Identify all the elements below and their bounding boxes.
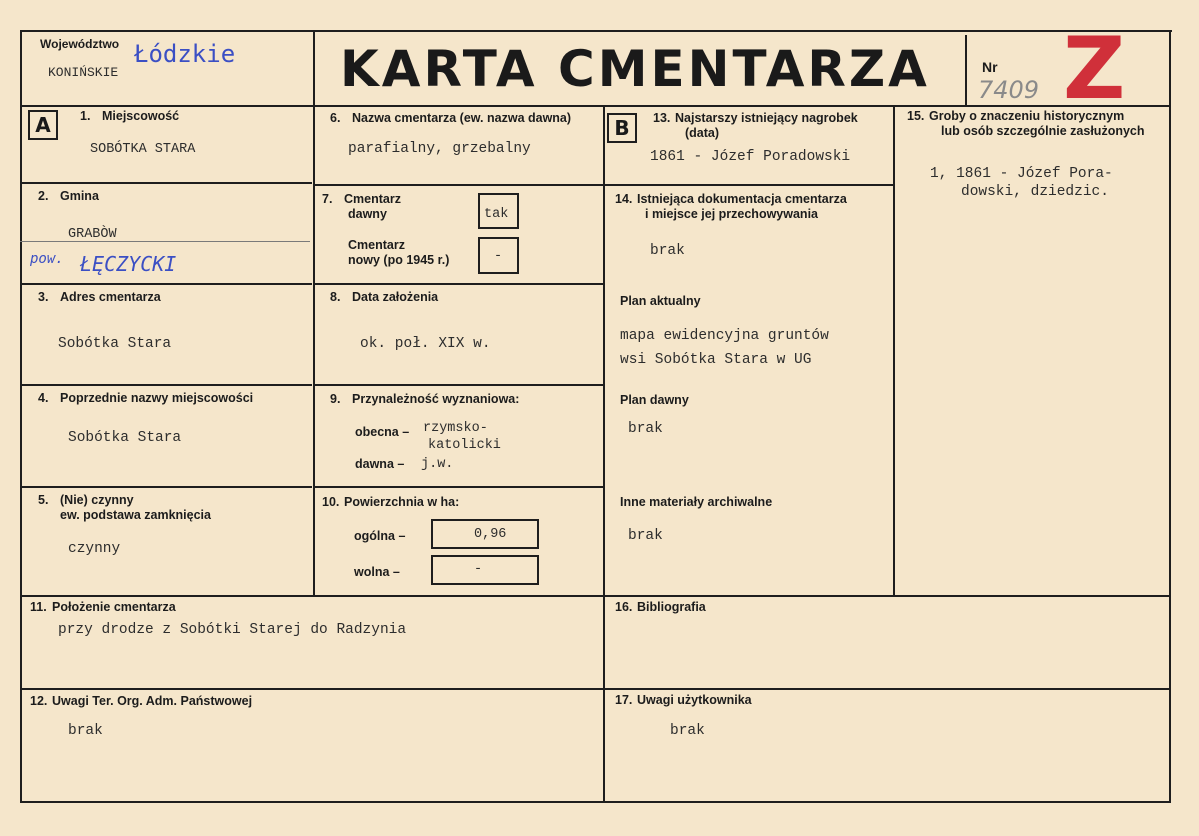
field-6-label: 6. Nazwa cmentarza (ew. nazwa dawna) [330, 111, 572, 125]
row-line-mid-2 [313, 283, 603, 285]
dawna-value: j.w. [421, 457, 454, 472]
wolna-label: wolna – [354, 565, 400, 579]
plan-dawny-label: Plan dawny [620, 393, 689, 407]
field-11-label: 11. Położenie cmentarza [30, 600, 176, 614]
row-line-4 [20, 486, 312, 488]
field-14-value: brak [650, 243, 685, 259]
field-5-value: czynny [68, 541, 121, 557]
powiat-value: ŁĘCZYCKI [80, 252, 177, 276]
field-6-value: parafialny, grzebalny [348, 141, 531, 157]
row-line-mid-3 [313, 384, 603, 386]
row-line-2 [20, 283, 312, 285]
row-line-1 [20, 182, 312, 184]
wolna-box [431, 555, 539, 585]
wolna-value: - [474, 562, 483, 577]
plan-aktualny-label: Plan aktualny [620, 294, 701, 308]
field-11-value: przy drodze z Sobótki Starej do Radzynia [58, 622, 407, 638]
nr-label: Nr [982, 59, 998, 75]
field-17-label: 17. Uwagi użytkownika [615, 693, 752, 707]
wojewodztwo-label: Województwo [40, 37, 120, 51]
field-15-label-2: lub osób szczególnie zasłużonych [941, 124, 1145, 138]
nowy-value: - [494, 249, 503, 264]
obecna-label: obecna – [355, 425, 410, 439]
field-7-dawny-label: dawny [348, 207, 387, 221]
ogolna-label: ogólna – [354, 529, 406, 543]
dawna-label: dawna – [355, 457, 405, 471]
wojewodztwo-typed: KONIŃSKIE [48, 65, 119, 80]
red-z-stamp: Z [1063, 19, 1126, 119]
field-15-value-2: dowski, dziedzic. [961, 184, 1109, 200]
field-3-value: Sobótka Stara [58, 336, 172, 352]
row-line-bottom-2 [20, 688, 1170, 690]
frame-top [20, 30, 1172, 32]
field-15-value-1: 1, 1861 - Józef Pora- [930, 166, 1113, 182]
plan-aktualny-value-1: mapa ewidencyjna gruntów [620, 328, 829, 344]
frame-bottom [20, 801, 1170, 803]
field-13-label: 13. Najstarszy istniejący nagrobek [653, 111, 858, 125]
field-15-label: 15. Groby o znaczeniu historycznym [907, 109, 1125, 123]
inne-materialy-label: Inne materiały archiwalne [620, 495, 773, 509]
inne-materialy-value: brak [628, 528, 663, 544]
field-8-value: ok. poł. XIX w. [360, 336, 491, 352]
header-bottom-line [20, 105, 1170, 107]
field-7-nowy-label-2: nowy (po 1945 r.) [348, 253, 450, 267]
field-12-value: brak [68, 723, 103, 739]
field-2-value: GRABÒW [68, 227, 117, 242]
field-14-label-2: i miejsce jej przechowywania [645, 207, 818, 221]
wojewodztwo-handwritten: Łódzkie [134, 40, 236, 68]
row-line-mid-1 [313, 184, 603, 186]
column-divider-1 [313, 30, 315, 595]
field-4-value: Sobótka Stara [68, 430, 182, 446]
field-2-label: 2. Gmina [38, 189, 99, 203]
field-1-value: SOBÓTKA STARA [90, 142, 196, 157]
row-line-mid-4 [313, 486, 603, 488]
dawny-value: tak [484, 207, 509, 222]
field-13-label-2: (data) [685, 126, 720, 140]
powiat-prefix: pow. [30, 251, 64, 267]
ogolna-value: 0,96 [474, 527, 507, 542]
field-12-label: 12. Uwagi Ter. Org. Adm. Państwowej [30, 694, 253, 708]
field-9-label: 9. Przynależność wyznaniowa: [330, 392, 520, 406]
header-nr-divider [965, 35, 967, 107]
plan-dawny-value: brak [628, 421, 663, 437]
field-7-label: 7. Cmentarz [322, 192, 401, 206]
field-17-value: brak [670, 723, 705, 739]
card-title: KARTA CMENTARZA [340, 40, 930, 98]
field-10-label: 10. Powierzchnia w ha: [322, 495, 460, 509]
field-14-label: 14. Istniejąca dokumentacja cmentarza [615, 192, 847, 206]
field-5-label-2: ew. podstawa zamknięcia [60, 508, 211, 522]
column-divider-2 [603, 105, 605, 802]
field-7-nowy-label-1: Cmentarz [348, 238, 405, 252]
row-line-3 [20, 384, 312, 386]
row-line-b-1 [603, 184, 893, 186]
field-1-label: 1. Miejscowość [80, 109, 180, 123]
obecna-value-2: katolicki [428, 438, 501, 453]
section-b-badge: B [607, 113, 637, 143]
column-divider-3 [893, 105, 895, 595]
plan-aktualny-value-2: wsi Sobótka Stara w UG [620, 352, 812, 368]
field-5-label: 5. (Nie) czynny [38, 493, 134, 507]
section-a-badge: A [28, 110, 58, 140]
nr-value: 7409 [978, 76, 1040, 104]
gmina-underline [20, 241, 310, 242]
field-8-label: 8. Data założenia [330, 290, 439, 304]
row-line-bottom-1 [20, 595, 1170, 597]
field-13-value: 1861 - Józef Poradowski [650, 149, 851, 165]
field-16-label: 16. Bibliografia [615, 600, 706, 614]
field-3-label: 3. Adres cmentarza [38, 290, 161, 304]
obecna-value-1: rzymsko- [423, 421, 488, 436]
field-4-label: 4. Poprzednie nazwy miejscowości [38, 391, 254, 405]
